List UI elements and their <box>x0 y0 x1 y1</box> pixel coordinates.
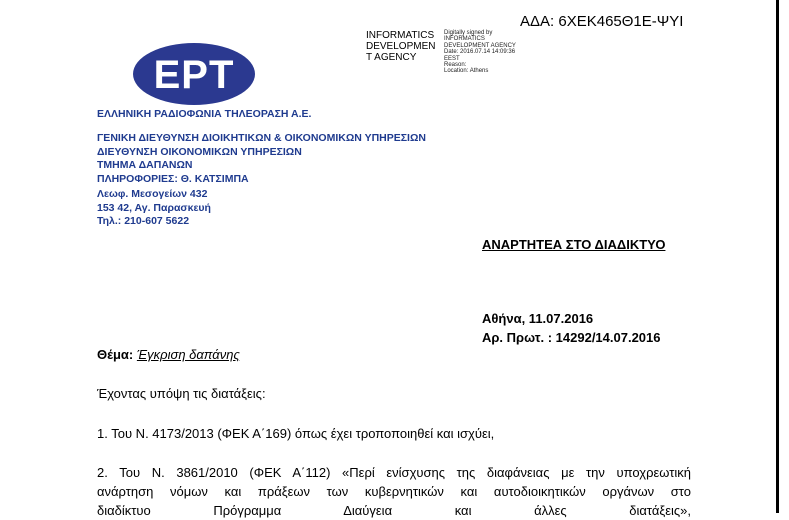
date-line: Αθήνα, 11.07.2016 <box>482 311 594 326</box>
signature-detail-line: INFORMATICS <box>444 36 485 43</box>
intro-paragraph: Έχοντας υπόψη τις διατάξεις: <box>97 386 266 401</box>
signature-detail-line: Digitally signed by <box>444 30 493 36</box>
law-item-2-line: διαδίκτυο Πρόγραμμα Διαύγεια και άλλες διατάξεις», <box>97 503 691 518</box>
signer-name-line: INFORMATICS <box>366 30 435 41</box>
date-block <box>482 309 661 347</box>
subject-value: Έγκριση δαπάνης <box>136 347 240 362</box>
signer-name-line: T AGENCY <box>366 52 417 63</box>
signature-detail-line: EEST <box>444 55 460 62</box>
law-item-2-line: ανάρτηση νόμων και πράξεων των κυβερνητικών και αυτοδιοικητικών οργάνων στο <box>97 484 691 499</box>
law-item-1: 1. Του Ν. 4173/2013 (ΦΕΚ Α΄169) όπως έχει τροποποιηθεί και ισχύει, <box>97 426 495 441</box>
law-item-2 <box>97 463 691 520</box>
law-item-2-line: 2. Του Ν. 3861/2010 (ΦΕΚ Α΄112) «Περί ενίσχυσης της διαφάνειας με την υποχρεωτική <box>97 465 691 480</box>
signature-detail-line: Date: 2016.07.14 14:09:36 <box>444 49 516 56</box>
subject-label: Θέμα: <box>97 347 134 362</box>
publish-notice: ΑΝΑΡΤΗΤΕΑ ΣΤΟ ΔΙΑΔΙΚΤΥΟ <box>482 237 666 252</box>
signature-details <box>444 30 516 75</box>
page-edge-divider <box>776 0 779 513</box>
contact-person-line: ΠΛΗΡΟΦΟΡΙΕΣ: Θ. ΚΑΤΣΙΜΠΑ <box>97 172 249 185</box>
signature-signer-name <box>366 30 438 63</box>
signature-detail-line: DEVELOPMENT AGENCY <box>444 42 516 49</box>
phone-line: Τηλ.: 210-607 5622 <box>97 215 190 228</box>
organization-name: ΕΛΛΗΝΙΚΗ ΡΑΔΙΟΦΩΝΙΑ ΤΗΛΕΟΡΑΣΗ Α.Ε. <box>97 108 312 120</box>
department-line: ΤΜΗΜΑ ΔΑΠΑΝΩΝ <box>97 159 193 172</box>
logo-text: ΕΡΤ <box>153 53 235 97</box>
signature-detail-line: Location: Athens <box>444 68 489 75</box>
department-line: ΔΙΕΥΘΥΝΣΗ ΟΙΚΟΝΟΜΙΚΩΝ ΥΠΗΡΕΣΙΩΝ <box>97 145 302 158</box>
ada-number: ΑΔΑ: 6ΧΕΚ465Θ1Ε-ΨΥΙ <box>520 13 684 30</box>
address-line: 153 42, Αγ. Παρασκευή <box>97 201 211 214</box>
ert-logo <box>132 42 256 106</box>
signature-detail-line: Reason: <box>444 62 467 69</box>
address-block <box>97 188 211 229</box>
subject-line <box>97 347 240 362</box>
department-line: ΓΕΝΙΚΗ ΔΙΕΥΘΥΝΣΗ ΔΙΟΙΚΗΤΙΚΩΝ & ΟΙΚΟΝΟΜΙΚΩΝ ΥΠΗΡΕΣΙΩΝ <box>97 132 426 144</box>
protocol-number: Αρ. Πρωτ. : 14292/14.07.2016 <box>482 330 661 345</box>
signer-name-line: DEVELOPMEN <box>366 41 436 52</box>
address-line: Λεωφ. Μεσογείων 432 <box>97 188 208 200</box>
department-block <box>97 132 426 186</box>
